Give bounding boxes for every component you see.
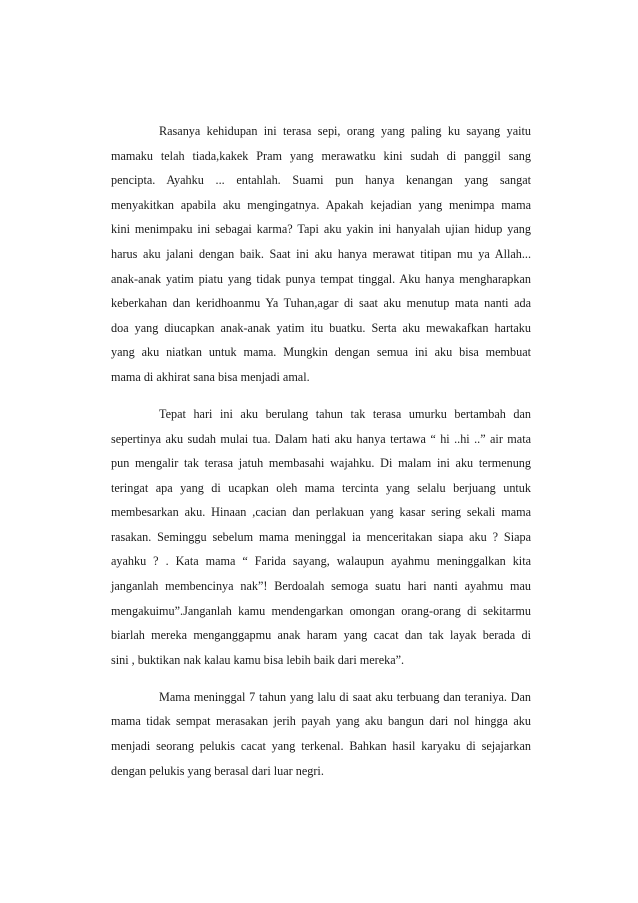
text-line: sepertinya aku sudah mulai tua. Dalam hati aku hanya tertawa “ hi ..hi ..” air mata (111, 431, 531, 446)
text-line: janganlah membencinya nak”! Berdoalah semoga suatu hari nanti ayahmu mau (111, 579, 531, 594)
text-line: dengan pelukis yang berasal dari luar negri. (111, 763, 324, 778)
document-body (111, 119, 531, 783)
text-line: doa yang diucapkan anak-anak yatim itu buatku. Serta aku mewakafkan hartaku (111, 320, 531, 335)
text-line: kini menimpaku ini sebagai karma? Tapi aku yakin ini hanyalah ujian hidup yang (111, 222, 531, 237)
text-line: mamaku telah tiada,kakek Pram yang merawatku kini sudah di panggil sang (111, 148, 531, 163)
text-line: mengakuimu”.Janganlah kamu mendengarkan omongan orang-orang di sekitarmu (111, 603, 531, 618)
text-line: teringat apa yang di ucapkan oleh mama tercinta yang selalu berjuang untuk (111, 480, 531, 495)
paragraph-spacer (111, 390, 531, 402)
text-line: harus aku jalani dengan baik. Saat ini aku hanya merawat titipan mu ya Allah... (111, 246, 531, 261)
text-line: sini , buktikan nak kalau kamu bisa lebih baik dari mereka”. (111, 652, 405, 667)
text-line: menjadi seorang pelukis cacat yang terkenal. Bahkan hasil karyaku di sejajarkan (111, 739, 531, 754)
paragraph-3 (111, 685, 531, 783)
paragraph-2 (111, 402, 531, 673)
text-line: pencipta. Ayahku ... entahlah. Suami pun hanya kenangan yang sangat (111, 173, 531, 188)
text-line: Tepat hari ini aku berulang tahun tak terasa umurku bertambah dan (159, 406, 531, 421)
text-line: yang aku niatkan untuk mama. Mungkin dengan semua ini aku bisa membuat (111, 345, 531, 360)
text-line: biarlah mereka menganggapmu anak haram yang cacat dan tak layak berada di (111, 628, 531, 643)
text-line: Rasanya kehidupan ini terasa sepi, orang yang paling ku sayang yaitu (159, 124, 531, 138)
text-line: Mama meninggal 7 tahun yang lalu di saat aku terbuang dan teraniya. Dan (159, 689, 531, 704)
text-line: ayahku ? . Kata mama “ Farida sayang, walaupun ayahmu meninggalkan kita (111, 554, 531, 569)
text-line: mama tidak sempat merasakan jerih payah yang aku bangun dari nol hingga aku (111, 714, 531, 729)
text-line: pun mengalir tak terasa jatuh membasahi wajahku. Di malam ini aku termenung (111, 456, 531, 471)
text-line: rasakan. Seminggu sebelum mama meninggal ia menceritakan siapa aku ? Siapa (111, 529, 531, 544)
text-line: keberkahan dan keridhoanmu Ya Tuhan,agar di saat aku menutup mata nanti ada (111, 296, 531, 311)
text-line: menyakitkan apabila aku mengingatnya. Apakah kejadian yang menimpa mama (111, 197, 531, 212)
text-line: membesarkan aku. Hinaan ,cacian dan perlakuan yang kasar sering sekali mama (111, 505, 531, 520)
paragraph-spacer (111, 672, 531, 684)
text-line: mama di akhirat sana bisa menjadi amal. (111, 369, 310, 384)
paragraph-1 (111, 119, 531, 390)
text-line: anak-anak yatim piatu yang tidak punya tempat tinggal. Aku hanya mengharapkan (111, 271, 531, 286)
